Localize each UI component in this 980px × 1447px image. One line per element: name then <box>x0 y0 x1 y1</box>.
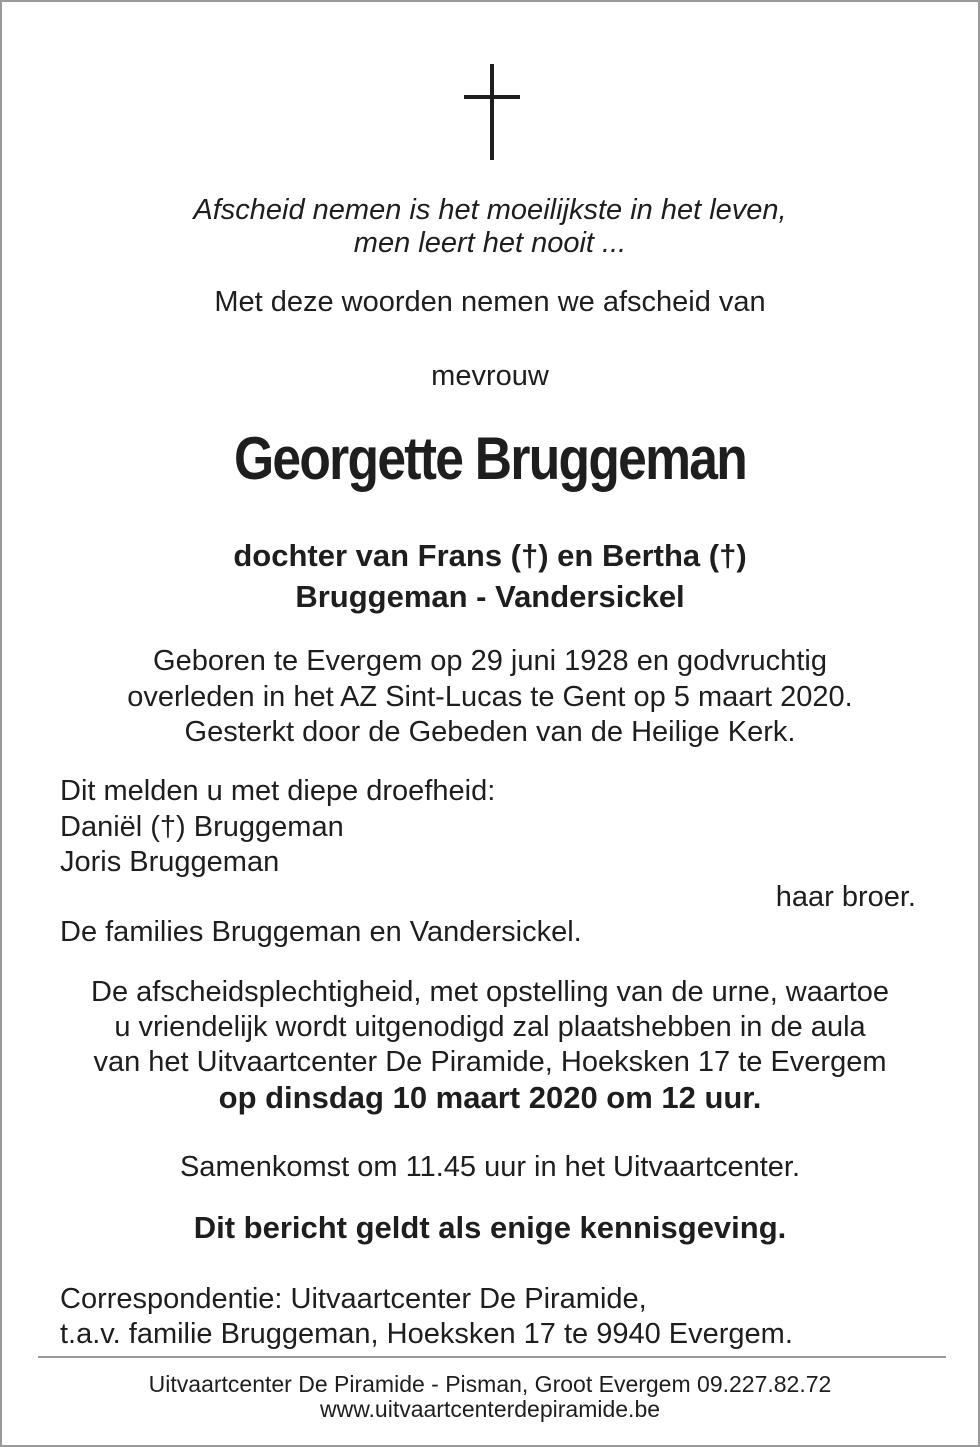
title-text: mevrouw <box>431 360 549 392</box>
birth-death-line-2: overleden in het AZ Sint-Lucas te Gent op 5 maart 2020. <box>127 681 853 713</box>
birth-death-line-1: Geboren te Evergem op 29 juni 1928 en godvruchtig <box>153 645 827 677</box>
footer-divider <box>38 1356 946 1358</box>
ceremony-date: op dinsdag 10 maart 2020 om 12 uur. <box>218 1080 762 1115</box>
ceremony-line-3: van het Uitvaartcenter De Piramide, Hoeksken 17 te Evergem <box>93 1046 887 1078</box>
announcers-heading: Dit melden u met diepe droefheid: <box>60 775 496 807</box>
footer-address: Uitvaartcenter De Piramide - Pisman, Groot Evergem 09.227.82.72 <box>148 1371 832 1397</box>
announcer-relation: haar broer. <box>775 881 916 913</box>
quote-line-1: Afscheid nemen is het moeilijkste in het leven, <box>193 194 787 226</box>
correspondence-line-1: Correspondentie: Uitvaartcenter De Piramide, <box>60 1283 647 1315</box>
ceremony-line-1: De afscheidsplechtigheid, met opstelling van de urne, waartoe <box>91 976 889 1008</box>
deceased-name: Georgette Bruggeman <box>233 425 747 492</box>
birth-death-line-3: Gesterkt door de Gebeden van de Heilige Kerk. <box>184 716 796 748</box>
announcer-person-2: Joris Bruggeman <box>60 846 280 878</box>
footer-website[interactable]: www.uitvaartcenterdepiramide.be <box>319 1396 661 1422</box>
families-line: De families Bruggeman en Vandersickel. <box>60 916 582 948</box>
announcer-person-1: Daniël (†) Bruggeman <box>60 811 344 843</box>
quote-line-2: men leert het nooit ... <box>353 227 627 259</box>
correspondence-line-2: t.a.v. familie Bruggeman, Hoeksken 17 te 9940 Evergem. <box>60 1318 793 1350</box>
ceremony-line-2: u vriendelijk wordt uitgenodigd zal plaatshebben in de aula <box>114 1011 866 1043</box>
gathering-text: Samenkomst om 11.45 uur in het Uitvaartcenter. <box>179 1151 801 1183</box>
parents-line-1: dochter van Frans (†) en Bertha (†) <box>233 538 747 573</box>
parents-line-2: Bruggeman - Vandersickel <box>295 579 685 614</box>
intro-text: Met deze woorden nemen we afscheid van <box>214 286 766 318</box>
notice-text: Dit bericht geldt als enige kennisgeving. <box>193 1210 787 1245</box>
